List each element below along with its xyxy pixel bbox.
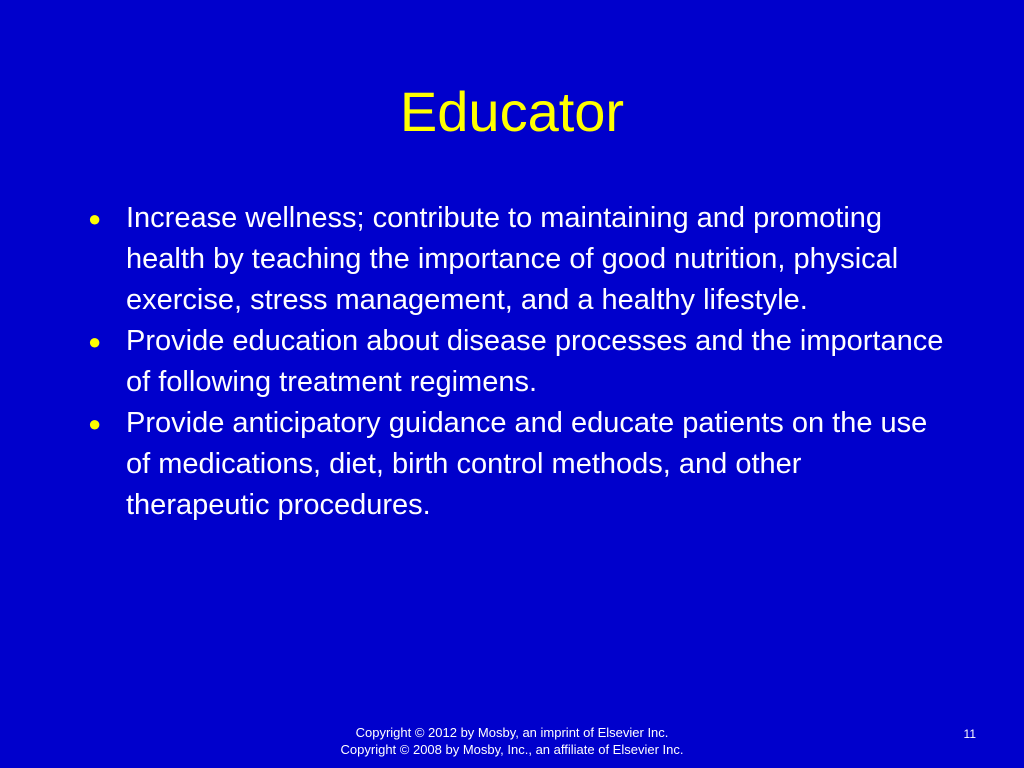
copyright-line-1: Copyright © 2012 by Mosby, an imprint of Elsevier Inc. — [355, 725, 669, 740]
page-number: 11 — [963, 727, 976, 741]
bullet-list — [88, 198, 948, 526]
bullet-item — [88, 198, 948, 321]
bullet-dot-icon: ● — [88, 411, 102, 436]
bullet-item — [88, 321, 948, 403]
bullet-dot-icon: ● — [88, 206, 102, 231]
bullet-text: Provide education about disease processes and the importance of following treatment regimens. — [126, 325, 944, 398]
copyright-footer — [0, 724, 1024, 758]
bullet-text: Increase wellness; contribute to maintaining and promoting health by teaching the importance of good nutrition, physical exercise, stress management, and a healthy lifestyle. — [126, 202, 899, 316]
bullet-dot-icon: ● — [88, 329, 102, 354]
slide-title: Educator — [399, 80, 625, 143]
bullet-item — [88, 403, 948, 526]
bullet-text: Provide anticipatory guidance and educate patients on the use of medications, diet, birth control methods, and other therapeutic procedures. — [126, 407, 928, 521]
copyright-line-2: Copyright © 2008 by Mosby, Inc., an affiliate of Elsevier Inc. — [340, 742, 684, 757]
